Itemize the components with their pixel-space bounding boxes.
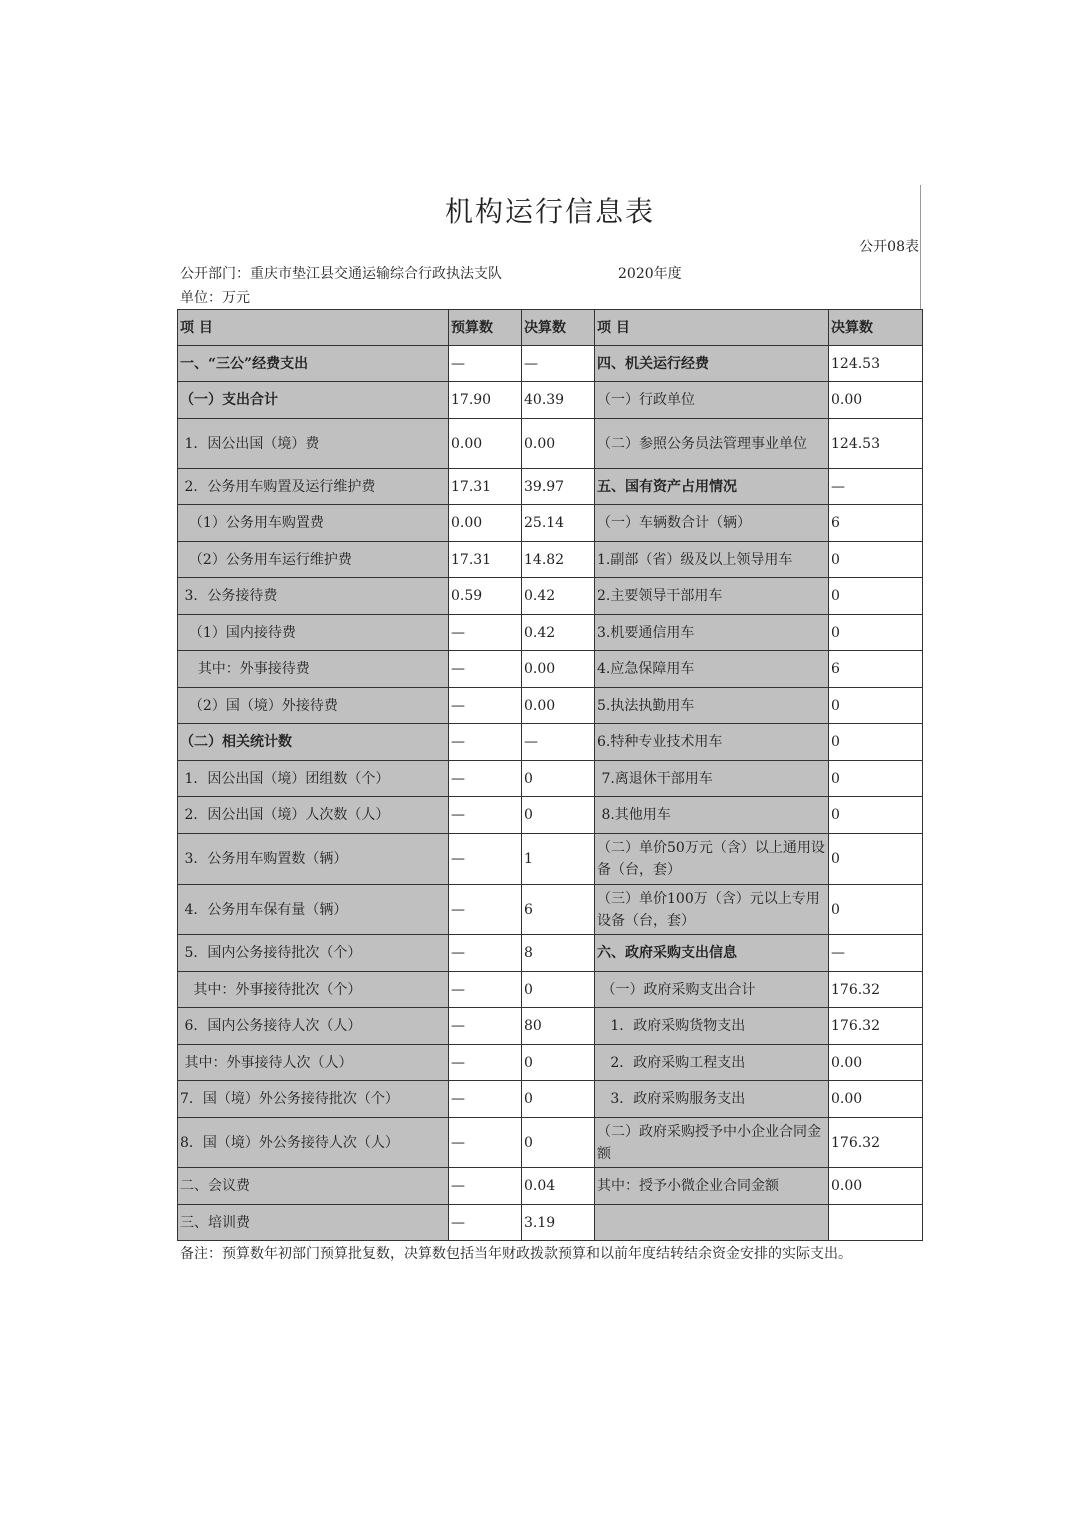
footnote: 备注：预算数年初部门预算批复数，决算数包括当年财政拨款预算和以前年度结转结余资金安排的实际支出。 — [180, 1246, 852, 1262]
cell-budget: 0.00 — [449, 505, 522, 542]
cell-budget: — — [449, 972, 522, 1008]
cell-budget: 17.90 — [449, 382, 522, 419]
table-row — [178, 469, 923, 505]
table-row — [178, 1168, 923, 1205]
cell-final2: 0 — [829, 834, 923, 885]
cell-budget: — — [449, 885, 522, 935]
cell-item2: （二）单价50万元（含）以上通用设备（台，套） — [595, 834, 829, 885]
cell-item: （一）支出合计 — [178, 382, 449, 419]
cell-budget: — — [449, 688, 522, 724]
cell-item: （2）国（境）外接待费 — [178, 688, 449, 724]
page-title: 机构运行信息表 — [444, 195, 655, 228]
info-table — [177, 309, 923, 1241]
cell-final2: 0 — [829, 615, 923, 651]
cell-item: 5．国内公务接待批次（个） — [178, 935, 449, 972]
header-item: 项 目 — [178, 310, 449, 346]
cell-final: 0 — [522, 797, 595, 834]
cell-final: 0 — [522, 1081, 595, 1118]
cell-item2: 1．政府采购货物支出 — [595, 1008, 829, 1045]
cell-final: 0 — [522, 761, 595, 797]
cell-final: 0.42 — [522, 578, 595, 615]
cell-final2: 0 — [829, 761, 923, 797]
cell-item2: 五、国有资产占用情况 — [595, 469, 829, 505]
table-row — [178, 972, 923, 1008]
cell-final: 8 — [522, 935, 595, 972]
table-row — [178, 578, 923, 615]
cell-item2: 其中：授予小微企业合同金额 — [595, 1168, 829, 1205]
cell-item: 二、会议费 — [178, 1168, 449, 1205]
cell-budget: — — [449, 1045, 522, 1081]
cell-budget: — — [449, 1081, 522, 1118]
cell-item2: （二）政府采购授予中小企业合同金额 — [595, 1118, 829, 1168]
header-row — [178, 310, 923, 346]
cell-budget: — — [449, 1205, 522, 1241]
cell-final2: 0 — [829, 797, 923, 834]
cell-final2: 0.00 — [829, 1045, 923, 1081]
table-row — [178, 542, 923, 578]
table-row — [178, 1205, 923, 1241]
cell-final2: 0 — [829, 885, 923, 935]
table-row — [178, 505, 923, 542]
cell-final2: 124.53 — [829, 419, 923, 469]
cell-item: 3．公务用车购置数（辆） — [178, 834, 449, 885]
cell-item: 2．因公出国（境）人次数（人） — [178, 797, 449, 834]
cell-final2: 0.00 — [829, 1168, 923, 1205]
cell-final2: 6 — [829, 505, 923, 542]
cell-item2: 4.应急保障用车 — [595, 651, 829, 688]
cell-item2: （一）行政单位 — [595, 382, 829, 419]
table-row — [178, 1008, 923, 1045]
cell-item2: 四、机关运行经费 — [595, 346, 829, 382]
year-label: 2020年度 — [618, 266, 682, 282]
cell-final2: 176.32 — [829, 1118, 923, 1168]
unit-label: 单位：万元 — [180, 290, 250, 306]
table-row — [178, 1118, 923, 1168]
cell-final: 14.82 — [522, 542, 595, 578]
cell-budget: — — [449, 834, 522, 885]
cell-budget: — — [449, 797, 522, 834]
cell-final: 0.00 — [522, 419, 595, 469]
table-row — [178, 688, 923, 724]
cell-item: 7．国（境）外公务接待批次（个） — [178, 1081, 449, 1118]
cell-item2: （三）单价100万（含）元以上专用设备（台，套） — [595, 885, 829, 935]
table-row — [178, 1045, 923, 1081]
cell-budget: — — [449, 651, 522, 688]
cell-budget: — — [449, 1008, 522, 1045]
cell-item: 其中：外事接待批次（个） — [178, 972, 449, 1008]
table-row — [178, 419, 923, 469]
cell-item: 1．因公出国（境）团组数（个） — [178, 761, 449, 797]
cell-final: 1 — [522, 834, 595, 885]
cell-item: 其中：外事接待人次（人） — [178, 1045, 449, 1081]
cell-item2: 2．政府采购工程支出 — [595, 1045, 829, 1081]
cell-item2: （一）车辆数合计（辆） — [595, 505, 829, 542]
cell-final2: 176.32 — [829, 1008, 923, 1045]
cell-item: （1）国内接待费 — [178, 615, 449, 651]
cell-final: 40.39 — [522, 382, 595, 419]
cell-item: 其中：外事接待费 — [178, 651, 449, 688]
cell-final: 0.04 — [522, 1168, 595, 1205]
header-item2: 项 目 — [595, 310, 829, 346]
cell-item2: 7.离退休干部用车 — [595, 761, 829, 797]
cell-item2: 5.执法执勤用车 — [595, 688, 829, 724]
cell-final2: — — [829, 469, 923, 505]
cell-item2: 3.机要通信用车 — [595, 615, 829, 651]
cell-item2: 8.其他用车 — [595, 797, 829, 834]
table-row — [178, 382, 923, 419]
cell-final2: 124.53 — [829, 346, 923, 382]
cell-final: 0 — [522, 972, 595, 1008]
cell-item2: 6.特种专业技术用车 — [595, 724, 829, 761]
cell-final: 0 — [522, 1118, 595, 1168]
cell-final: 0.42 — [522, 615, 595, 651]
cell-final2: 0.00 — [829, 382, 923, 419]
cell-budget: — — [449, 346, 522, 382]
cell-item: 三、培训费 — [178, 1205, 449, 1241]
cell-item: （二）相关统计数 — [178, 724, 449, 761]
cell-budget: — — [449, 724, 522, 761]
cell-item: 3．公务接待费 — [178, 578, 449, 615]
cell-final: 80 — [522, 1008, 595, 1045]
cell-final: — — [522, 724, 595, 761]
cell-final: 6 — [522, 885, 595, 935]
cell-final2: 0 — [829, 542, 923, 578]
table-row — [178, 724, 923, 761]
cell-budget: — — [449, 1168, 522, 1205]
cell-item2: 六、政府采购支出信息 — [595, 935, 829, 972]
cell-final: — — [522, 346, 595, 382]
cell-final: 3.19 — [522, 1205, 595, 1241]
cell-final: 25.14 — [522, 505, 595, 542]
cell-final: 0 — [522, 1045, 595, 1081]
cell-final2: 6 — [829, 651, 923, 688]
header-final2: 决算数 — [829, 310, 923, 346]
cell-budget: — — [449, 761, 522, 797]
cell-final2: 0.00 — [829, 1081, 923, 1118]
cell-budget: 17.31 — [449, 469, 522, 505]
cell-item2: 2.主要领导干部用车 — [595, 578, 829, 615]
table-row — [178, 885, 923, 935]
table-row — [178, 651, 923, 688]
table-row — [178, 346, 923, 382]
cell-item: （2）公务用车运行维护费 — [178, 542, 449, 578]
cell-item2: 1.副部（省）级及以上领导用车 — [595, 542, 829, 578]
cell-final: 0.00 — [522, 651, 595, 688]
cell-budget: 0.00 — [449, 419, 522, 469]
table-row — [178, 761, 923, 797]
cell-final2: — — [829, 935, 923, 972]
cell-item2: 3．政府采购服务支出 — [595, 1081, 829, 1118]
cell-final2 — [829, 1205, 923, 1241]
cell-budget: 0.59 — [449, 578, 522, 615]
cell-item: 6．国内公务接待人次（人） — [178, 1008, 449, 1045]
cell-item: 一、“三公”经费支出 — [178, 346, 449, 382]
cell-item: 1．因公出国（境）费 — [178, 419, 449, 469]
cell-final2: 0 — [829, 724, 923, 761]
table-row — [178, 797, 923, 834]
cell-final2: 176.32 — [829, 972, 923, 1008]
table-row — [178, 1081, 923, 1118]
cell-item: 4．公务用车保有量（辆） — [178, 885, 449, 935]
cell-budget: 17.31 — [449, 542, 522, 578]
cell-final2: 0 — [829, 578, 923, 615]
cell-item: 8．国（境）外公务接待人次（人） — [178, 1118, 449, 1168]
table-code: 公开08表 — [859, 239, 919, 255]
cell-budget: — — [449, 1118, 522, 1168]
cell-item2: （一）政府采购支出合计 — [595, 972, 829, 1008]
margin-divider — [920, 185, 921, 310]
table-row — [178, 935, 923, 972]
department-label: 公开部门：重庆市垫江县交通运输综合行政执法支队 — [180, 266, 502, 282]
cell-item: （1）公务用车购置费 — [178, 505, 449, 542]
cell-budget: — — [449, 615, 522, 651]
cell-final: 39.97 — [522, 469, 595, 505]
cell-budget: — — [449, 935, 522, 972]
table-row — [178, 615, 923, 651]
table-row — [178, 834, 923, 885]
header-final: 决算数 — [522, 310, 595, 346]
header-budget: 预算数 — [449, 310, 522, 346]
cell-item2 — [595, 1205, 829, 1241]
cell-final2: 0 — [829, 688, 923, 724]
cell-item: 2．公务用车购置及运行维护费 — [178, 469, 449, 505]
cell-final: 0.00 — [522, 688, 595, 724]
cell-item2: （二）参照公务员法管理事业单位 — [595, 419, 829, 469]
